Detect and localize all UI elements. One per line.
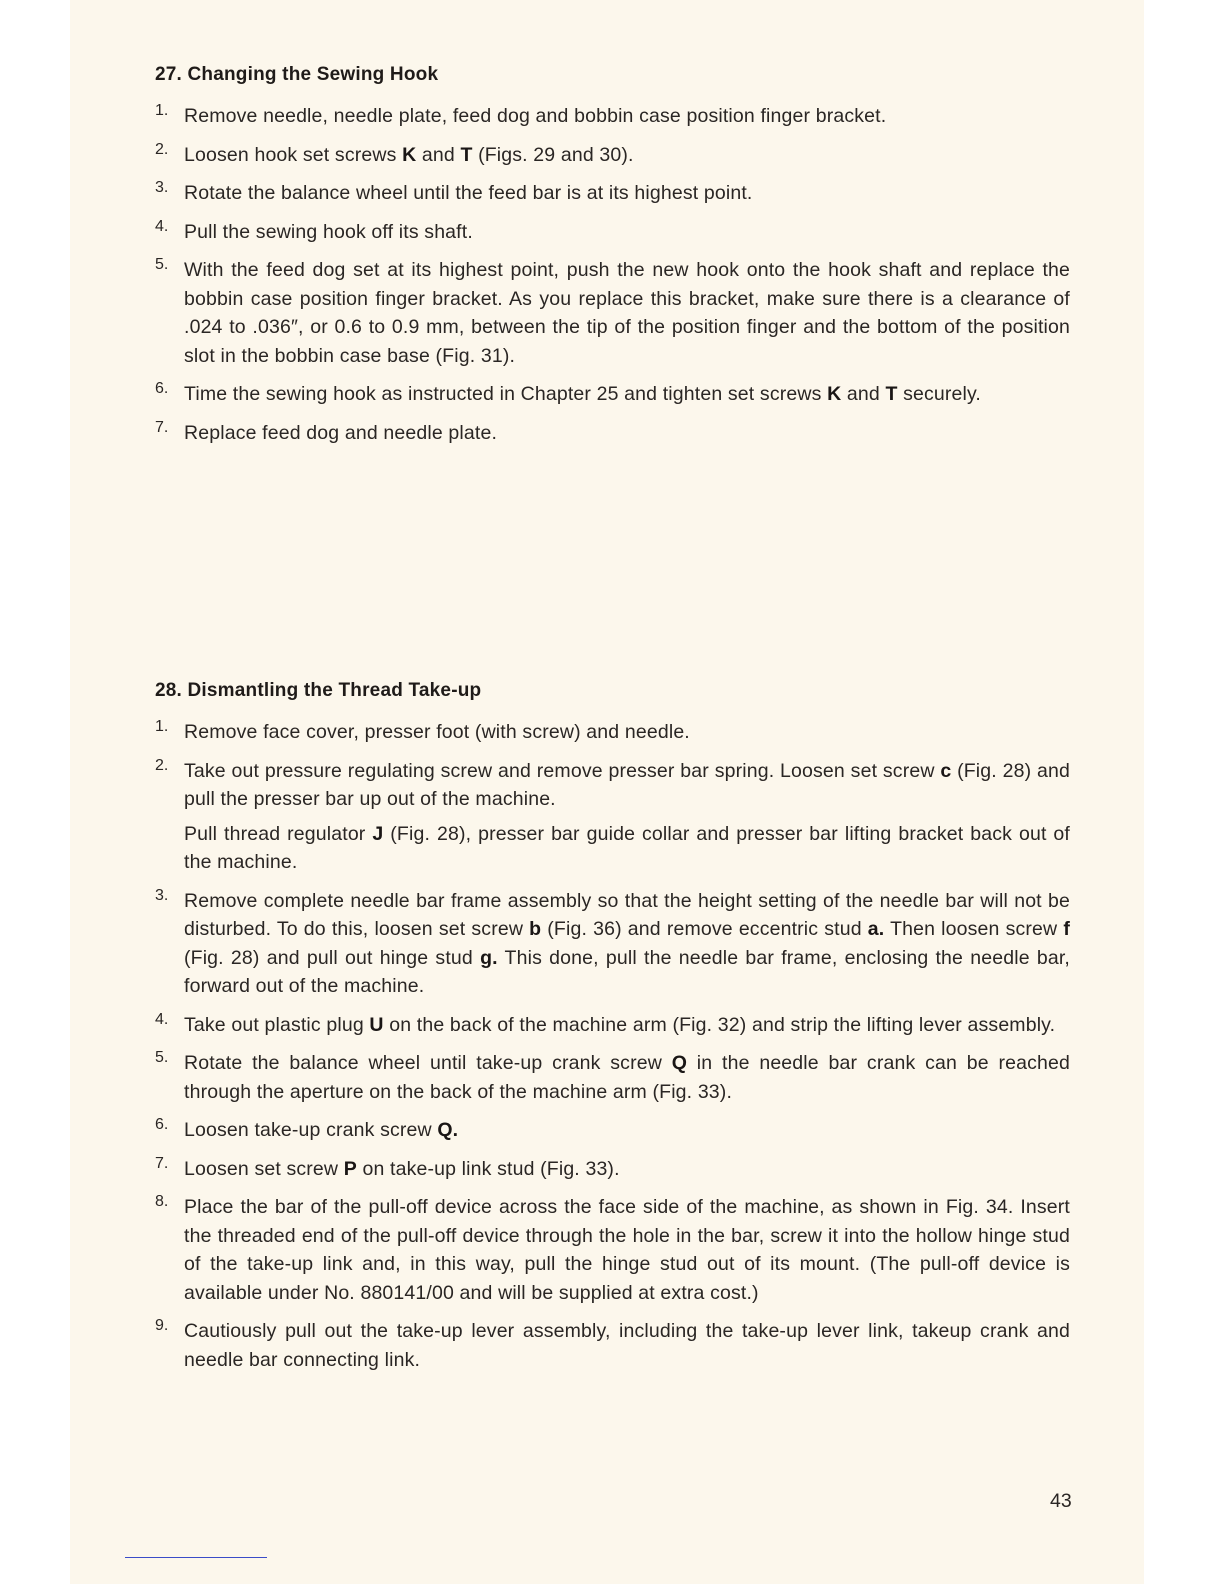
step-text (184, 218, 1070, 247)
text-run: (Fig. 28), presser bar guide collar and presser bar lifting bracket back out of the machine. (184, 822, 1070, 873)
text-run: Loosen take-up crank screw (184, 1119, 438, 1141)
step-number: 4. (155, 217, 169, 235)
step-number: 6. (155, 1116, 169, 1133)
step-number: 2. (155, 756, 169, 774)
step-item (155, 419, 1070, 448)
step-item (155, 1116, 1070, 1145)
step-item (155, 1317, 1070, 1374)
step-item (155, 141, 1070, 170)
step-text (184, 380, 1070, 409)
page-number: 43 (1050, 1490, 1072, 1512)
step-item (155, 757, 1070, 877)
text-run: Then loosen screw (884, 918, 1064, 940)
step-number: 8. (155, 1193, 169, 1210)
part-label: a. (867, 918, 885, 940)
text-run: in the needle bar crank can be reached through the aperture on the back of the machine arm (Fig. 33). (184, 1052, 1070, 1103)
text-run: Loosen hook set screws (184, 143, 403, 166)
text-run: Rotate the balance wheel until take-up crank screw (184, 1052, 672, 1074)
step-number: 1. (155, 102, 169, 119)
text-run: (Fig. 28) and pull out hinge stud (184, 946, 481, 969)
step-text (184, 179, 1070, 208)
step-number: 3. (155, 179, 169, 196)
part-label: J (372, 822, 384, 845)
text-run: on take-up link stud (Fig. 33). (356, 1157, 620, 1180)
step-item (155, 380, 1070, 409)
part-label: f (1063, 918, 1070, 940)
step-text (184, 256, 1070, 370)
step-text (184, 102, 1070, 131)
step-item (155, 218, 1070, 247)
step-number: 7. (155, 418, 169, 436)
text-run: Loosen set screw (184, 1157, 344, 1180)
step-text (184, 1155, 1070, 1184)
text-run: Cautiously pull out the take-up lever assembly, including the take-up lever link, takeup crank and needle bar connecting link. (184, 1320, 1070, 1371)
step-number: 3. (155, 886, 169, 904)
footer-rule (125, 1557, 267, 1558)
text-run: With the feed dog set at its highest point, push the new hook onto the hook shaft and replace the bobbin case position finger bracket. As you replace this bracket, make sure there is a clearance of .024 to .036″, or 0.6 to 0.9 mm, between the tip of the position finger and the bottom of the position slot in the bobbin case base (Fig. 31). (184, 259, 1070, 367)
step-text (184, 887, 1070, 1001)
part-label: c (940, 759, 952, 782)
text-run: (Figs. 29 and 30). (472, 143, 634, 166)
part-label: g. (480, 946, 498, 969)
part-label: T (460, 143, 473, 166)
section-changing-sewing-hook (155, 64, 1070, 457)
text-run: Take out plastic plug (184, 1013, 370, 1036)
step-number: 5. (155, 256, 169, 273)
step-text (184, 1049, 1070, 1106)
step-item (155, 1011, 1070, 1040)
text-run: (Fig. 36) and remove eccentric stud (541, 918, 868, 940)
step-item (155, 1049, 1070, 1106)
step-text (184, 718, 1070, 747)
part-label: Q. (437, 1119, 459, 1141)
text-run: Pull the sewing hook off its shaft. (184, 220, 473, 243)
step-number: 6. (155, 380, 169, 397)
part-label: K (827, 383, 842, 405)
section-dismantling-take-up (155, 680, 1070, 1384)
text-run: Replace feed dog and needle plate. (184, 421, 498, 444)
text-run: Time the sewing hook as instructed in Chapter 25 and tighten set screws (184, 383, 828, 405)
part-label: b (529, 918, 542, 940)
step-number: 1. (155, 718, 169, 735)
text-run: and (416, 143, 461, 166)
part-label: T (885, 383, 898, 405)
text-run: Rotate the balance wheel until the feed bar is at its highest point. (184, 182, 753, 204)
step-text (184, 419, 1070, 448)
step-item (155, 718, 1070, 747)
text-run: on the back of the machine arm (Fig. 32) and strip the lifting lever assembly. (383, 1013, 1056, 1036)
text-run: and (841, 383, 886, 405)
step-item (155, 179, 1070, 208)
step-number: 9. (155, 1317, 169, 1334)
part-label: Q (671, 1052, 688, 1074)
text-run: Pull thread regulator (184, 822, 373, 845)
text-run: Remove needle, needle plate, feed dog and bobbin case position finger bracket. (184, 105, 887, 127)
text-run: securely. (897, 383, 981, 405)
step-item (155, 102, 1070, 131)
step-text (184, 141, 1070, 170)
step-number: 7. (155, 1154, 169, 1172)
step-item (155, 1193, 1070, 1307)
step-text (184, 1193, 1070, 1307)
step-item (155, 887, 1070, 1001)
step-number: 5. (155, 1049, 169, 1066)
step-list (155, 718, 1070, 1374)
part-label: U (369, 1013, 384, 1036)
manual-page (70, 0, 1144, 1584)
text-run: Take out pressure regulating screw and remove presser bar spring. Loosen set screw (184, 759, 941, 782)
step-text (184, 820, 1070, 877)
step-text (184, 1116, 1070, 1145)
part-label: P (343, 1157, 357, 1180)
text-run: (Fig. 28) and pull the presser bar up out of the machine. (184, 759, 1070, 810)
text-run: Remove face cover, presser foot (with screw) and needle. (184, 721, 690, 743)
step-item (155, 256, 1070, 370)
step-item (155, 1155, 1070, 1184)
part-label: K (402, 143, 417, 166)
text-run: Place the bar of the pull-off device across the face side of the machine, as shown in Fig. 34. Insert the threaded end of the pull-off device through the hole in the bar, screw it into the hollow hinge stud of the take-up link and, in this way, pull the hinge stud out of its mount. (The pull-off device is available under No. 880141/00 and will be supplied at extra cost.) (184, 1196, 1070, 1304)
text-run: This done, pull the needle bar frame, enclosing the needle bar, forward out of the machine. (184, 946, 1070, 997)
step-text (184, 757, 1070, 814)
section-title: 28. Dismantling the Thread Take-up (155, 680, 482, 701)
step-number: 4. (155, 1010, 169, 1028)
section-title: 27. Changing the Sewing Hook (155, 64, 439, 85)
step-text (184, 1317, 1070, 1374)
step-text (184, 1011, 1070, 1040)
step-list (155, 102, 1070, 447)
text-run: Remove complete needle bar frame assembly so that the height setting of the needle bar will not be disturbed. To do this, loosen set screw (184, 889, 1070, 940)
step-number: 2. (155, 140, 169, 158)
